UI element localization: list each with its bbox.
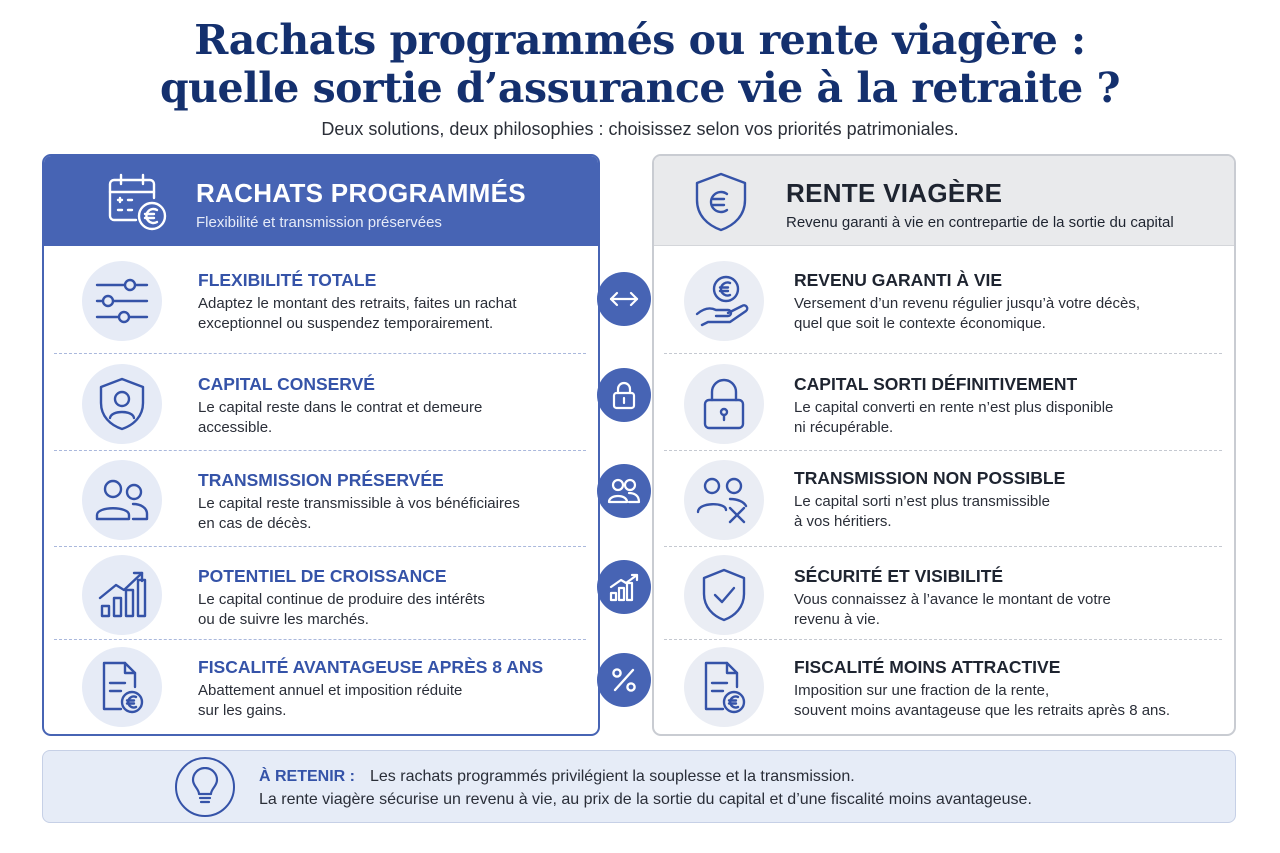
- growth-chart-icon: [597, 560, 651, 614]
- row-text-line: exceptionnel ou suspendez temporairement.: [198, 315, 494, 332]
- retain-label: À RETENIR :: [259, 768, 355, 785]
- row-text-line: Le capital continue de produire des intérêts: [198, 591, 485, 608]
- list-item: [654, 450, 1234, 546]
- row-text: [794, 681, 1194, 721]
- retain-box: [42, 750, 1236, 823]
- title-line-1: Rachats programmés ou rente viagère :: [194, 16, 1086, 64]
- row-text: [198, 590, 558, 630]
- row-text-line: Imposition sur une fraction de la rente,: [794, 682, 1050, 699]
- padlock-icon: [597, 368, 651, 422]
- row-text-line: quel que soit le contexte économique.: [794, 315, 1046, 332]
- retain-text-line-1: Les rachats programmés privilégient la souplesse et la transmission.: [370, 768, 855, 785]
- row-title: CAPITAL SORTI DÉFINITIVEMENT: [794, 374, 1078, 394]
- row-text-line: sur les gains.: [198, 702, 287, 719]
- list-item: [654, 546, 1234, 639]
- page-subtitle: Deux solutions, deux philosophies : choisissez selon vos priorités patrimoniales.: [321, 119, 959, 139]
- row-text-line: Adaptez le montant des retraits, faites un rachat: [198, 295, 517, 312]
- row-text-line: revenu à vie.: [794, 611, 880, 628]
- padlock-icon: [684, 364, 764, 444]
- row-title: CAPITAL CONSERVÉ: [198, 374, 375, 394]
- list-item: [44, 354, 598, 450]
- users-cross-icon: [684, 460, 764, 540]
- row-text-line: Le capital reste dans le contrat et demeure: [198, 399, 483, 416]
- users-icon: [82, 460, 162, 540]
- row-text: [198, 398, 558, 438]
- row-text: [794, 398, 1194, 438]
- shield-euro-icon: [690, 171, 752, 233]
- row-text: [794, 492, 1194, 532]
- list-item: [44, 546, 598, 639]
- lightbulb-icon: [175, 757, 235, 817]
- growth-chart-icon: [82, 555, 162, 635]
- list-item: [654, 639, 1234, 736]
- page-title: [0, 16, 1280, 112]
- row-text-line: accessible.: [198, 419, 273, 436]
- row-text: [198, 294, 558, 334]
- title-line-2: quelle sortie d’assurance vie à la retraite ?: [160, 64, 1120, 112]
- row-text: [794, 590, 1194, 630]
- users-icon: [597, 464, 651, 518]
- shield-check-icon: [684, 555, 764, 635]
- row-text: [198, 494, 558, 534]
- document-euro-icon: [82, 647, 162, 727]
- row-text-line: ni récupérable.: [794, 419, 894, 436]
- rachats-subtitle: Flexibilité et transmission préservées: [196, 214, 442, 231]
- rente-title: RENTE VIAGÈRE: [786, 178, 1003, 208]
- row-text-line: à vos héritiers.: [794, 513, 892, 530]
- list-item: [654, 354, 1234, 450]
- row-text-line: souvent moins avantageuse que les retraits après 8 ans.: [794, 702, 1171, 719]
- hand-euro-icon: [684, 261, 764, 341]
- row-text-line: Abattement annuel et imposition réduite: [198, 682, 463, 699]
- list-item: [44, 450, 598, 546]
- sliders-icon: [82, 261, 162, 341]
- row-text-line: en cas de décès.: [198, 515, 312, 532]
- rachats-title: RACHATS PROGRAMMÉS: [196, 178, 526, 208]
- rente-subtitle: Revenu garanti à vie en contrepartie de la sortie du capital: [786, 214, 1174, 231]
- row-text-line: ou de suivre les marchés.: [198, 611, 369, 628]
- row-title: FISCALITÉ MOINS ATTRACTIVE: [794, 657, 1061, 677]
- row-title: SÉCURITÉ ET VISIBILITÉ: [794, 566, 1004, 586]
- document-euro-icon: [684, 647, 764, 727]
- row-text-line: Le capital reste transmissible à vos bénéficiaires: [198, 495, 520, 512]
- rente-header: [654, 156, 1234, 246]
- rente-panel: [652, 154, 1236, 736]
- shield-user-icon: [82, 364, 162, 444]
- row-text-line: Vous connaissez à l’avance le montant de votre: [794, 591, 1111, 608]
- row-text: [198, 681, 558, 721]
- row-text-line: Le capital sorti n’est plus transmissible: [794, 493, 1050, 510]
- percent-icon: [597, 653, 651, 707]
- retain-text-line-2: La rente viagère sécurise un revenu à vie, au prix de la sortie du capital et d’une fiscalité moins avantageuse.: [259, 791, 1032, 808]
- row-title: POTENTIEL DE CROISSANCE: [198, 566, 447, 586]
- rachats-header: [44, 156, 598, 246]
- row-title: TRANSMISSION PRÉSERVÉE: [198, 470, 444, 490]
- list-item: [44, 639, 598, 736]
- row-text-line: Versement d’un revenu régulier jusqu’à votre décès,: [794, 295, 1141, 312]
- rachats-panel: [42, 154, 600, 736]
- calendar-euro-icon: [106, 172, 168, 234]
- row-text: [794, 294, 1194, 334]
- list-item: [44, 246, 598, 354]
- row-text-line: Le capital converti en rente n’est plus disponible: [794, 399, 1114, 416]
- arrows-icon: [597, 272, 651, 326]
- row-title: TRANSMISSION NON POSSIBLE: [794, 468, 1066, 488]
- row-title: FLEXIBILITÉ TOTALE: [198, 270, 377, 290]
- row-title: FISCALITÉ AVANTAGEUSE APRÈS 8 ANS: [198, 657, 544, 677]
- row-title: REVENU GARANTI À VIE: [794, 270, 1003, 290]
- list-item: [654, 246, 1234, 354]
